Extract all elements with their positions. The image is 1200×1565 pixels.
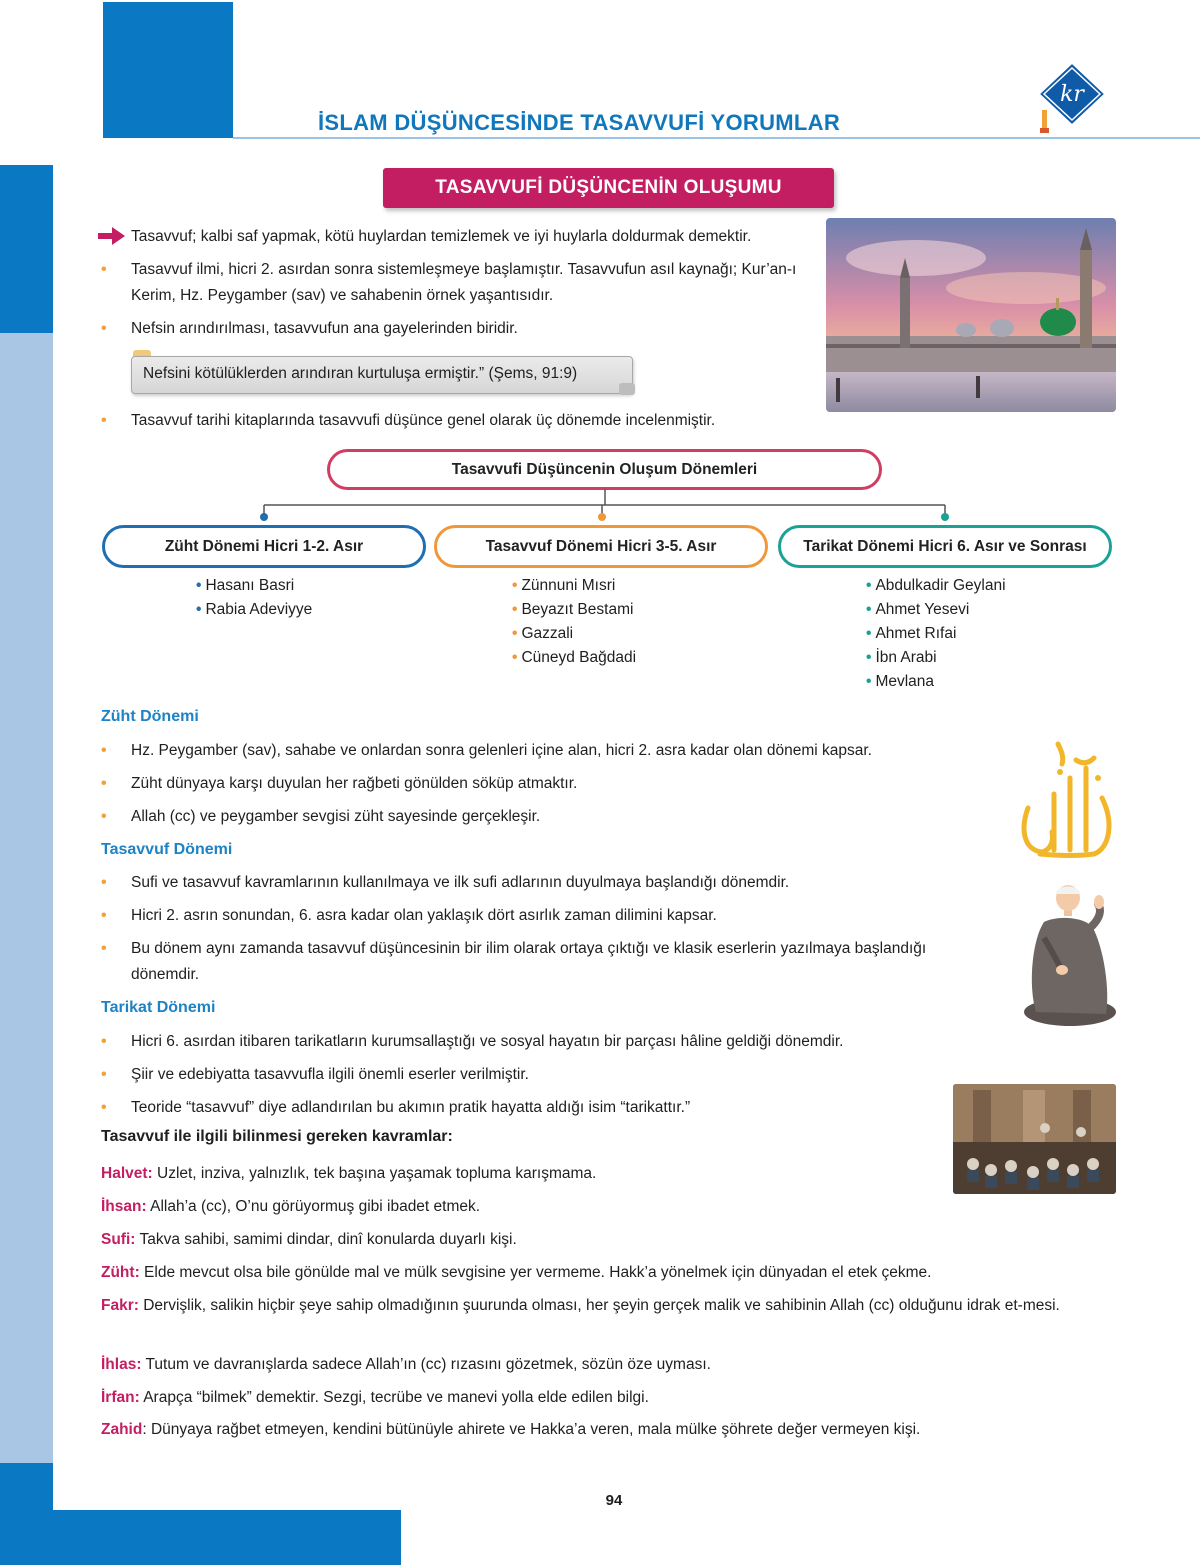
person-name: Rabia Adeviyye: [205, 601, 313, 618]
concept-definition: Uzlet, inziva, yalnızlık, tek başına yaşamak topluma karışmama.: [152, 1165, 597, 1182]
arrow-right-icon: [98, 227, 126, 245]
person-name: Gazzali: [521, 625, 574, 642]
list-item: • Beyazıt Bestami: [512, 601, 634, 618]
concept-definition: Tutum ve davranışlarda sadece Allah’ın (cc) rızasını gözetmek, sözün öze uyması.: [141, 1356, 711, 1373]
stage-box-zuht: Züht Dönemi Hicri 1-2. Asır: [102, 525, 426, 568]
concept-term: Zahid: [101, 1421, 143, 1438]
intro-bullet-periods: Tasavvuf tarihi kitaplarında tasavvufi düşünce genel olarak üç dönemde incelenmiştir.: [131, 412, 716, 429]
zuht-item: Allah (cc) ve peygamber sevgisi züht sayesinde gerçekleşir.: [131, 808, 541, 825]
diagram-root-box: Tasavvufi Düşüncenin Oluşum Dönemleri: [327, 449, 882, 490]
tarikat-item: Hicri 6. asırdan itibaren tarikatların kurumsallaştığı ve sosyal hayatın bir parçası hâline geldiği dönemdir.: [131, 1033, 844, 1050]
intro-bullet-purification: Nefsin arındırılması, tasavvufun ana gayelerinden biridir.: [131, 320, 518, 337]
list-item: • İbn Arabi: [866, 649, 937, 666]
bullet-dot: •: [101, 907, 107, 924]
concept-term: İhlas:: [101, 1356, 142, 1373]
concept-definition: Elde mevcut olsa bile gönülde mal ve mülk sevgisine yer vermeme. Hakk’a yönelmek için dünyadan el etek çekme.: [139, 1264, 932, 1281]
stage-names-tarikat: [866, 574, 1006, 694]
concept-definition: : Dünyaya rağbet etmeyen, kendini bütünüyle ahirete ve Hakka’a veren, mala mülke şöhrete değer vermeyen kişi.: [142, 1421, 921, 1438]
logo-text: kr: [1060, 82, 1084, 107]
list-item: • Gazzali: [512, 625, 574, 642]
person-name: Ahmet Rıfai: [875, 625, 957, 642]
footer-color-block: [53, 1510, 401, 1565]
stage-names-zuht: [196, 574, 312, 622]
bullet-dot: •: [101, 808, 107, 825]
concept-item: [101, 1293, 1119, 1319]
concept-term: Halvet:: [101, 1165, 153, 1182]
bullet-dot: •: [101, 742, 107, 759]
list-item: • Zünnuni Mısri: [512, 577, 616, 594]
list-item: • Abdulkadir Geylani: [866, 577, 1006, 594]
list-item: • Ahmet Yesevi: [866, 601, 970, 618]
list-item: • Rabia Adeviyye: [196, 601, 313, 618]
person-name: Ahmet Yesevi: [875, 601, 970, 618]
left-margin-bar-light: [0, 333, 53, 1463]
concept-item: [101, 1194, 1119, 1220]
bullet-dot: •: [101, 775, 107, 792]
concept-definition: Arapça “bilmek” demektir. Sezgi, tecrübe ve manevi yolla elde edilen bilgi.: [139, 1389, 649, 1406]
bullet-dot: •: [101, 261, 107, 278]
list-item: • Mevlana: [866, 673, 935, 690]
concept-term: Sufi:: [101, 1231, 136, 1248]
bullet-dot: •: [101, 412, 107, 429]
concept-item: [101, 1385, 1119, 1411]
publisher-logo: [1034, 58, 1118, 136]
left-margin-bar-bottom: [0, 1463, 53, 1565]
concept-definition: Takva sahibi, samimi dindar, dinî konularda duyarlı kişi.: [135, 1231, 517, 1248]
page-number: 94: [605, 1492, 623, 1509]
concept-item: [101, 1417, 1119, 1443]
person-name: Beyazıt Bestami: [521, 601, 634, 618]
concept-term: Züht:: [101, 1264, 140, 1281]
bullet-dot: •: [101, 874, 107, 891]
concept-item: [101, 1260, 1119, 1286]
concept-definition: Allah’a (cc), O’nu görüyormuş gibi ibadet etmek.: [146, 1198, 481, 1215]
person-name: Zünnuni Mısri: [521, 577, 616, 594]
quote-text: Nefsini kötülüklerden arındıran kurtuluşa ermiştir.” (Şems, 91:9): [143, 365, 578, 382]
tasavvuf-item: Hicri 2. asrın sonundan, 6. asra kadar olan yaklaşık dört asırlık zaman dilimini kapsar.: [131, 907, 717, 924]
mosque-photo: [826, 218, 1116, 412]
concept-definition: Dervişlik, salikin hiçbir şeye sahip olmadığının şuurunda olması, her şeyin gerçek malik ve sahibinin Allah (cc) olduğunu idrak et-mesi.: [138, 1297, 1060, 1314]
allah-calligraphy-illustration: [1010, 738, 1120, 866]
intro-definition: Tasavvuf; kalbi saf yapmak, kötü huylardan temizlemek ve iyi huylarla doldurmak demektir.: [131, 228, 752, 245]
tasavvuf-heading: Tasavvuf Dönemi: [101, 841, 233, 858]
tasavvuf-item: Bu dönem aynı zamanda tasavvuf düşüncesinin bir ilim olarak ortaya çıktığı ve klasik eserlerin yazılmaya başlandığı dönemdir.: [131, 940, 927, 983]
tarikat-item: Şiir ve edebiyatta tasavvufla ilgili önemli eserler verilmiştir.: [131, 1066, 529, 1083]
person-name: Cüneyd Bağdadi: [521, 649, 637, 666]
left-margin-bar-dark: [0, 165, 53, 333]
intro-bullet-source: Tasavvuf ilmi, hicri 2. asırdan sonra sistemleşmeye başlamıştır. Tasavvufun asıl kaynağı; Kur’an-ı Kerim, Hz. Peygamber (sav) ve sahabenin örnek yaşantısıdır.: [131, 261, 797, 304]
praying-man-illustration: [1018, 878, 1118, 1028]
quote-scroll-curl: [619, 383, 635, 395]
tarikat-heading: Tarikat Dönemi: [101, 999, 216, 1016]
header-rule: [233, 137, 1200, 139]
concept-term: İhsan:: [101, 1198, 147, 1215]
diagram-connectors: [250, 489, 960, 525]
tarikat-item: Teoride “tasavvuf” diye adlandırılan bu akımın pratik hayatta aldığı isim “tarikattır.”: [131, 1099, 691, 1116]
person-name: Mevlana: [875, 673, 935, 690]
concept-item: [101, 1352, 1119, 1378]
section-title-banner: TASAVVUFİ DÜŞÜNCENİN OLUŞUMU: [383, 168, 834, 208]
tasavvuf-item: Sufi ve tasavvuf kavramlarının kullanılmaya ve ilk sufi adlarının duyulmaya başlandığı dönemdir.: [131, 874, 790, 891]
zuht-heading: Züht Dönemi: [101, 708, 199, 725]
list-item: • Cüneyd Bağdadi: [512, 649, 637, 666]
stage-box-tarikat: Tarikat Dönemi Hicri 6. Asır ve Sonrası: [778, 525, 1112, 568]
bullet-dot: •: [101, 1099, 107, 1116]
list-item: • Ahmet Rıfai: [866, 625, 957, 642]
zuht-item: Hz. Peygamber (sav), sahabe ve onlardan sonra gelenleri içine alan, hicri 2. asra kadar olan dönemi kapsar.: [131, 742, 872, 759]
concepts-heading: Tasavvuf ile ilgili bilinmesi gereken kavramlar:: [101, 1128, 453, 1145]
concept-term: İrfan:: [101, 1389, 140, 1406]
list-item: • Hasanı Basri: [196, 577, 295, 594]
person-name: Hasanı Basri: [205, 577, 295, 594]
zuht-item: Züht dünyaya karşı duyulan her rağbeti gönülden söküp atmaktır.: [131, 775, 578, 792]
concept-term: Fakr:: [101, 1297, 139, 1314]
person-name: İbn Arabi: [875, 649, 937, 666]
header-color-block: [103, 2, 233, 138]
bullet-dot: •: [101, 1033, 107, 1050]
stage-box-tasavvuf: Tasavvuf Dönemi Hicri 3-5. Asır: [434, 525, 768, 568]
concept-item: [101, 1161, 1119, 1187]
bullet-dot: •: [101, 1066, 107, 1083]
bullet-dot: •: [101, 940, 107, 957]
bullet-dot: •: [101, 320, 107, 337]
page-title: İSLAM DÜŞÜNCESİNDE TASAVVUFİ YORUMLAR: [318, 110, 841, 135]
concept-item: [101, 1227, 1119, 1253]
person-name: Abdulkadir Geylani: [875, 577, 1006, 594]
stage-names-tasavvuf: [512, 574, 636, 670]
